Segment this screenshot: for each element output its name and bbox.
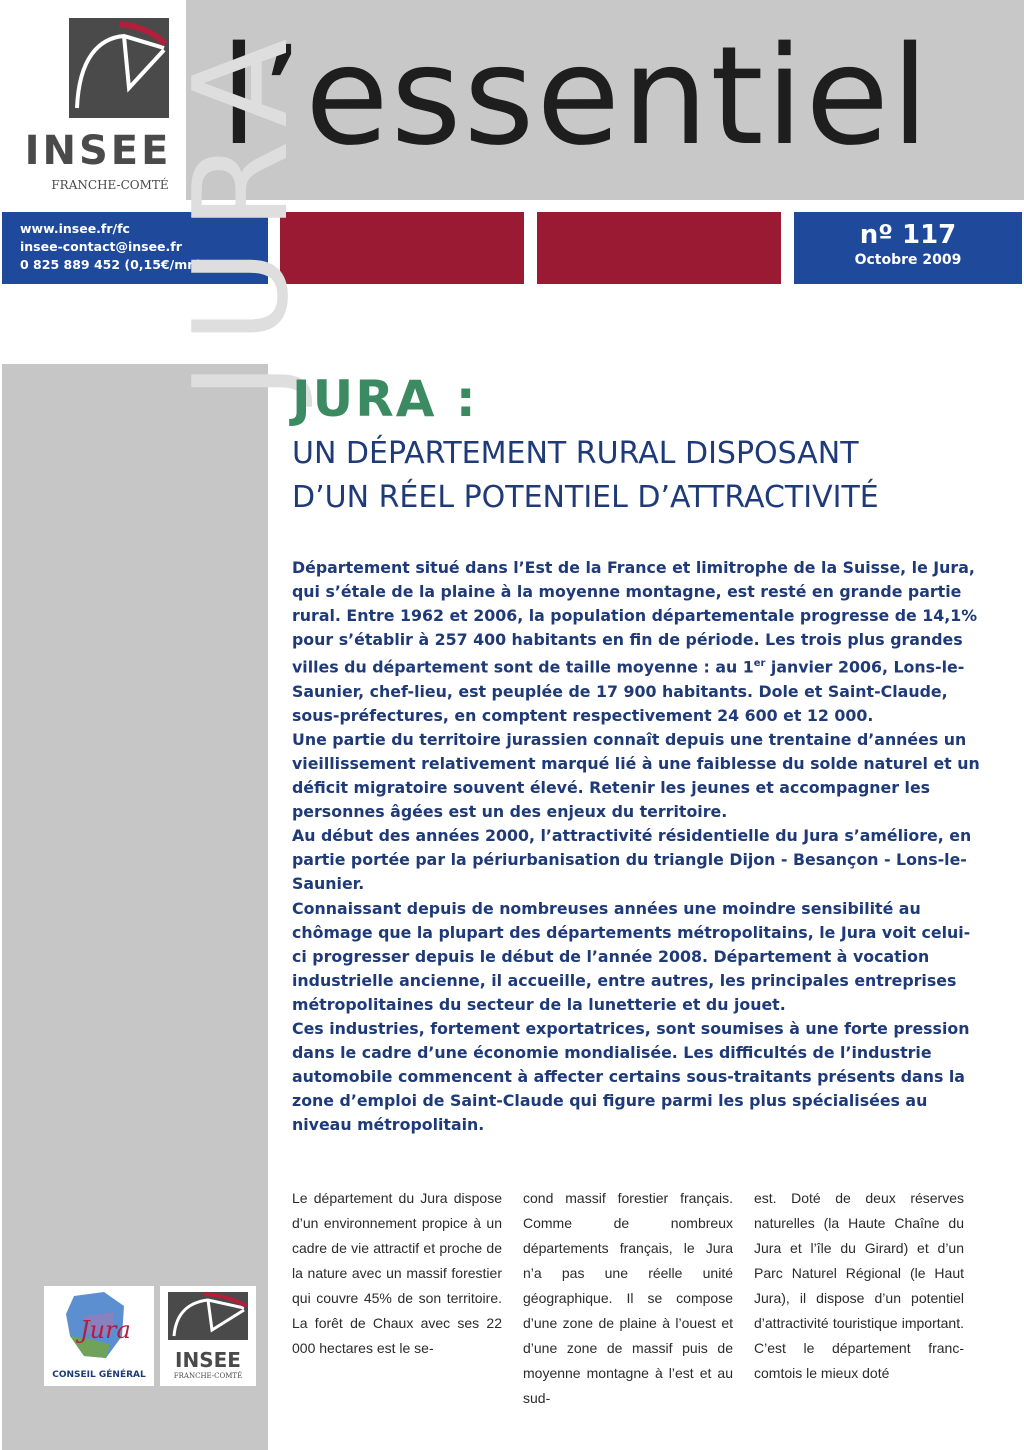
headline-main: JURA : <box>292 370 478 428</box>
intro-paragraph: Département situé dans l’Est de la France et limitrophe de la Suisse, le Jura, qui s’étale de la plaine à la moyenne montagne, est resté en grande partie rural. Entre 1962 et 2006, la population départementale progresse de 14,1% pour s’établir à 257 400 habitants en fin de période. Les trois plus grandes villes du département sont de taille moyenne : au 1er janvier 2006, Lons-le-Saunier, chef-lieu, est peuplée de 17 900 habitants. Dole et Saint-Claude, sous-préfectures, en comptent respectivement 24 600 et 12 000. <box>292 558 978 725</box>
insee-small-text: INSEE <box>175 1348 241 1372</box>
logo-region-text: FRANCHE-COMTÉ <box>51 178 169 192</box>
intro-paragraph: Une partie du territoire jurassien connaît depuis une trentaine d’années un vieillissement relativement marqué lié à une faiblesse du solde naturel et un déficit migratoire souvent élevé. Retenir les jeunes et accompagner les personnes âgées est un des enjeux du territoire. <box>292 729 980 822</box>
issue-number: nº 117 <box>859 220 957 250</box>
issue-date: Octobre 2009 <box>854 252 962 268</box>
body-column-1: Le département du Jura dispose d’un environnement propice à un cadre de vie attractif et proche de la nature avec un massif forestier qui couvre 45% de son territoire. La forêt de Chaux avec ses 22 000 hectares est le se- <box>292 1190 502 1356</box>
insee-logo-mark-icon <box>69 18 169 118</box>
partner-label: CONSEIL GÉNÉRAL <box>52 1370 146 1380</box>
body-column-2: cond massif forestier français. Comme de nombreux départements français, le Jura n’a pas une réelle unité géographique. Il se compose d’une zone de plaine à l’ouest et d’une zone de massif puis de moyenne montagne à l’est et au sud- <box>523 1190 733 1406</box>
intro-paragraph: Ces industries, fortement exportatrices, sont soumises à une forte pression dans le cadre d’une économie mondialisée. Les difficultés de l’industrie automobile commencent à affecter certains sous-traitants présents dans la zone d’emploi de Saint-Claude qui figure parmi les plus spécialisées au niveau métropolitain. <box>292 1019 970 1135</box>
intro-summary <box>292 556 982 1138</box>
body-column-3: est. Doté de deux réserves naturelles (la Haute Chaîne du Jura et l’île du Girard) et d’un Parc Naturel Régional (le Haut Jura), il dispose d’un potentiel d’attractivité touristique important. C’est le département franc-comtois le mieux doté <box>754 1190 964 1381</box>
issue-block <box>794 212 1022 284</box>
phone-number: 0 825 889 452 (0,15€/mn) <box>20 257 202 272</box>
insee-logo <box>0 0 186 200</box>
intro-paragraph: Connaissant depuis de nombreuses années une moindre sensibilité au chômage que la plupart des départements métropolitains, le Jura voit celui-ci progresser depuis le début de l’année 2008. Département à vocation industrielle ancienne, il accueille, entre autres, les principales entreprises métropolitaines du secteur de la lunetterie et du jouet. <box>292 898 971 1014</box>
partner-logo-text: Jura <box>80 1316 131 1344</box>
email-link[interactable]: insee-contact@insee.fr <box>20 239 182 254</box>
headline-subtitle <box>292 432 992 520</box>
insee-small-mark-icon <box>160 1286 256 1346</box>
insee-small-region: FRANCHE-COMTÉ <box>173 1372 243 1380</box>
jura-map-icon <box>44 1286 154 1370</box>
publication-title: l’essentiel <box>220 18 931 176</box>
headline-line-1: UN DÉPARTEMENT RURAL DISPOSANT <box>292 436 859 471</box>
headline-line-2: D’UN RÉEL POTENTIEL D’ATTRACTIVITÉ <box>292 480 879 515</box>
red-band-right <box>537 212 781 284</box>
intro-paragraph: Au début des années 2000, l’attractivité résidentielle du Jura s’améliore, en partie portée par la périurbanisation du triangle Dijon - Besançon - Lons-le-Saunier. <box>292 826 972 894</box>
website-link[interactable]: www.insee.fr/fc <box>20 221 130 236</box>
sidebar-vertical-word: JURA <box>165 20 317 400</box>
logo-insee-text: INSEE <box>24 128 172 174</box>
